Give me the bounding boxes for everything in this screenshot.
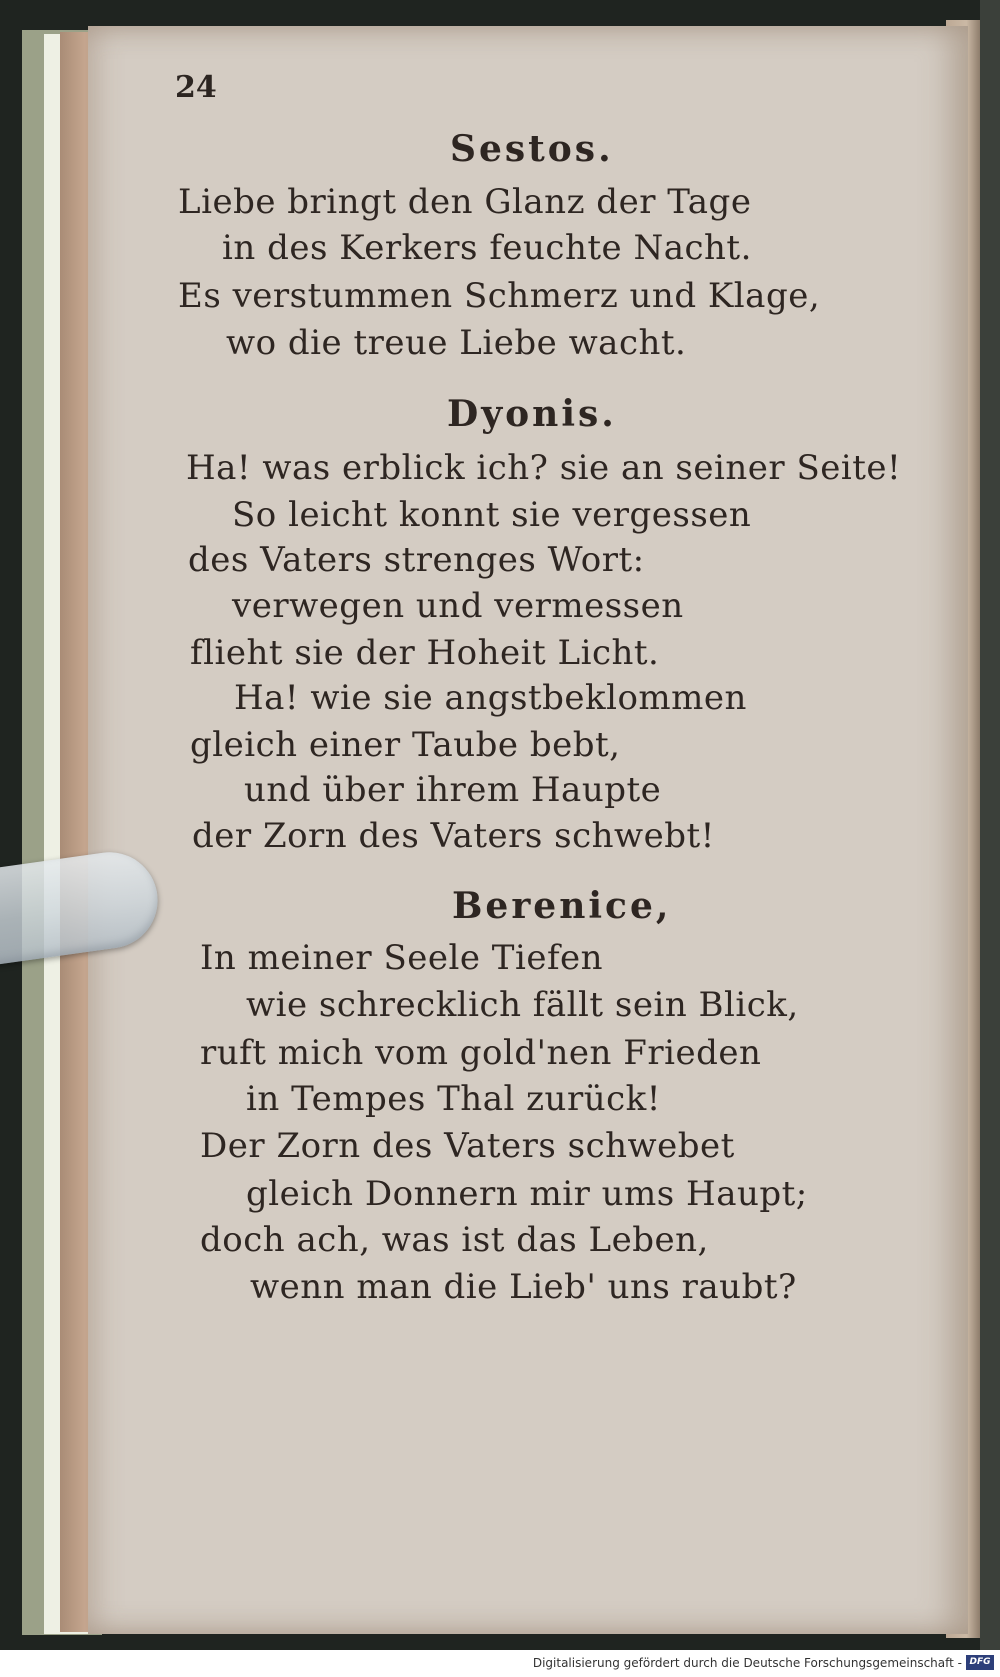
- background-right: [980, 0, 1000, 1650]
- verse-line: wo die treue Liebe wacht.: [226, 323, 687, 363]
- verse-line: gleich einer Taube bebt,: [190, 725, 621, 765]
- page-number: 24: [175, 70, 217, 105]
- speaker-heading: Sestos.: [450, 128, 614, 170]
- verse-line: Es verstummen Schmerz und Klage,: [178, 276, 821, 316]
- verse-line: Der Zorn des Vaters schwebet: [200, 1126, 735, 1166]
- verse-line: In meiner Seele Tiefen: [200, 938, 604, 978]
- verse-line: verwegen und vermessen: [232, 586, 684, 626]
- verse-line: wie schrecklich fällt sein Blick,: [246, 985, 799, 1025]
- verse-line: gleich Donnern mir ums Haupt;: [246, 1174, 808, 1214]
- speaker-heading: Berenice,: [452, 885, 672, 927]
- verse-line: des Vaters strenges Wort:: [188, 540, 645, 580]
- verse-line: in des Kerkers feuchte Nacht.: [222, 228, 752, 268]
- verse-line: ruft mich vom gold'nen Frieden: [200, 1033, 762, 1073]
- funding-notice: Digitalisierung gefördert durch die Deutsche Forschungsgemeinschaft -: [532, 1656, 962, 1670]
- verse-line: und über ihrem Haupte: [244, 770, 662, 810]
- verse-line: der Zorn des Vaters schwebt!: [192, 816, 715, 856]
- verse-line: So leicht konnt sie vergessen: [232, 495, 752, 535]
- verse-line: Liebe bringt den Glanz der Tage: [178, 182, 752, 222]
- verse-line: Ha! wie sie angstbeklommen: [234, 678, 747, 718]
- verse-line: Ha! was erblick ich? sie an seiner Seite!: [186, 448, 902, 488]
- verse-line: doch ach, was ist das Leben,: [200, 1220, 709, 1260]
- dfg-logo: DFG: [966, 1655, 994, 1670]
- verse-line: flieht sie der Hoheit Licht.: [190, 633, 660, 673]
- verse-line: wenn man die Lieb' uns raubt?: [250, 1267, 797, 1307]
- verse-line: in Tempes Thal zurück!: [246, 1079, 661, 1119]
- speaker-heading: Dyonis.: [447, 393, 617, 435]
